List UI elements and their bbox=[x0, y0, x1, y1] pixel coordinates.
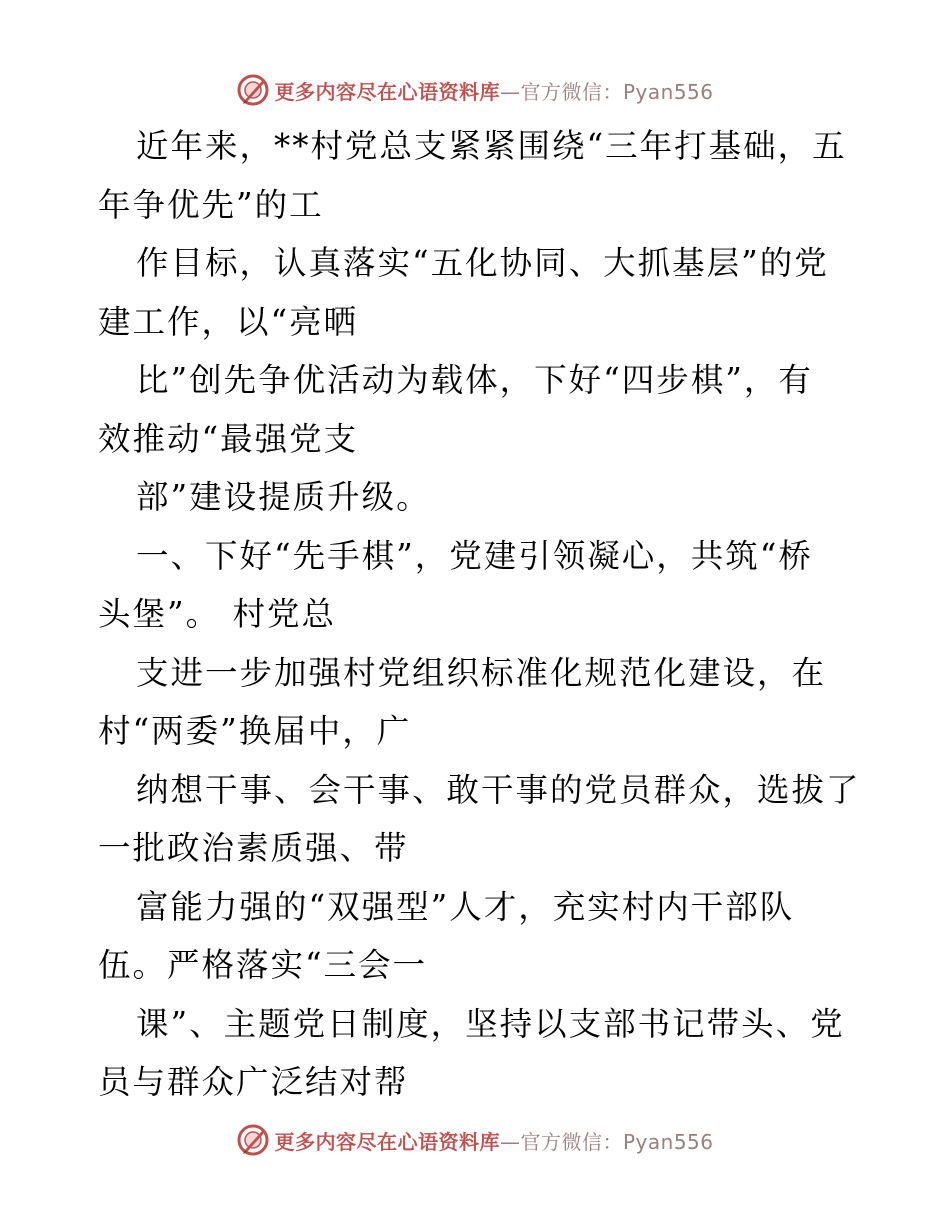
text-line: 员与群众广泛结对帮 bbox=[98, 1063, 409, 1101]
text-line: 纳想干事、会干事、敢干事的党员群众，选拔了 bbox=[136, 770, 861, 809]
banner-wechat-label: 官方微信： bbox=[520, 1129, 623, 1154]
banner-wechat-id: Pyan556 bbox=[622, 1129, 714, 1154]
text-line: 部”建设提质升级。 bbox=[136, 478, 431, 516]
text-line: 支进一步加强村党组织标准化规范化建设，在 bbox=[136, 653, 827, 692]
text-line: 年争优先”的工 bbox=[98, 185, 324, 224]
text-line: 课”、主题党日制度，坚持以支部书记带头、党 bbox=[136, 1004, 845, 1043]
banner-text bbox=[274, 1126, 713, 1155]
banner-wechat-id: Pyan556 bbox=[622, 79, 714, 104]
pen-seal-logo-icon bbox=[236, 73, 270, 107]
banner-text bbox=[274, 76, 713, 105]
footer-banner bbox=[0, 1120, 950, 1160]
text-line: 近年来，**村党总支紧紧围绕“三年打基础，五 bbox=[136, 127, 847, 165]
text-line: 一、下好“先手棋”，党建引领凝心，共筑“桥 bbox=[136, 536, 813, 575]
text-line: 伍。严格落实“三会一 bbox=[98, 946, 428, 984]
text-line: 头堡”。 村党总 bbox=[98, 595, 336, 633]
banner-separator: — bbox=[499, 1129, 521, 1154]
text-line: 一批政治素质强、带 bbox=[98, 829, 409, 867]
banner-wechat-label: 官方微信： bbox=[520, 79, 623, 104]
banner-site-text: 更多内容尽在心语资料库 bbox=[274, 1129, 500, 1154]
header-banner bbox=[0, 70, 950, 110]
text-line: 村“两委”换届中，广 bbox=[98, 712, 412, 750]
text-line: 比”创先争优活动为载体，下好“四步棋”，有 bbox=[136, 361, 813, 399]
text-line: 作目标，认真落实“五化协同、大抓基层”的党 bbox=[136, 244, 829, 282]
pen-seal-logo-icon bbox=[236, 1123, 270, 1157]
text-line: 富能力强的“双强型”人才，充实村内干部队 bbox=[136, 887, 795, 926]
text-line: 建工作，以“亮晒 bbox=[98, 302, 359, 341]
text-line: 效推动“最强党支 bbox=[98, 419, 359, 458]
document-body bbox=[98, 117, 861, 1112]
banner-site-text: 更多内容尽在心语资料库 bbox=[274, 79, 500, 104]
banner-separator: — bbox=[499, 79, 521, 104]
